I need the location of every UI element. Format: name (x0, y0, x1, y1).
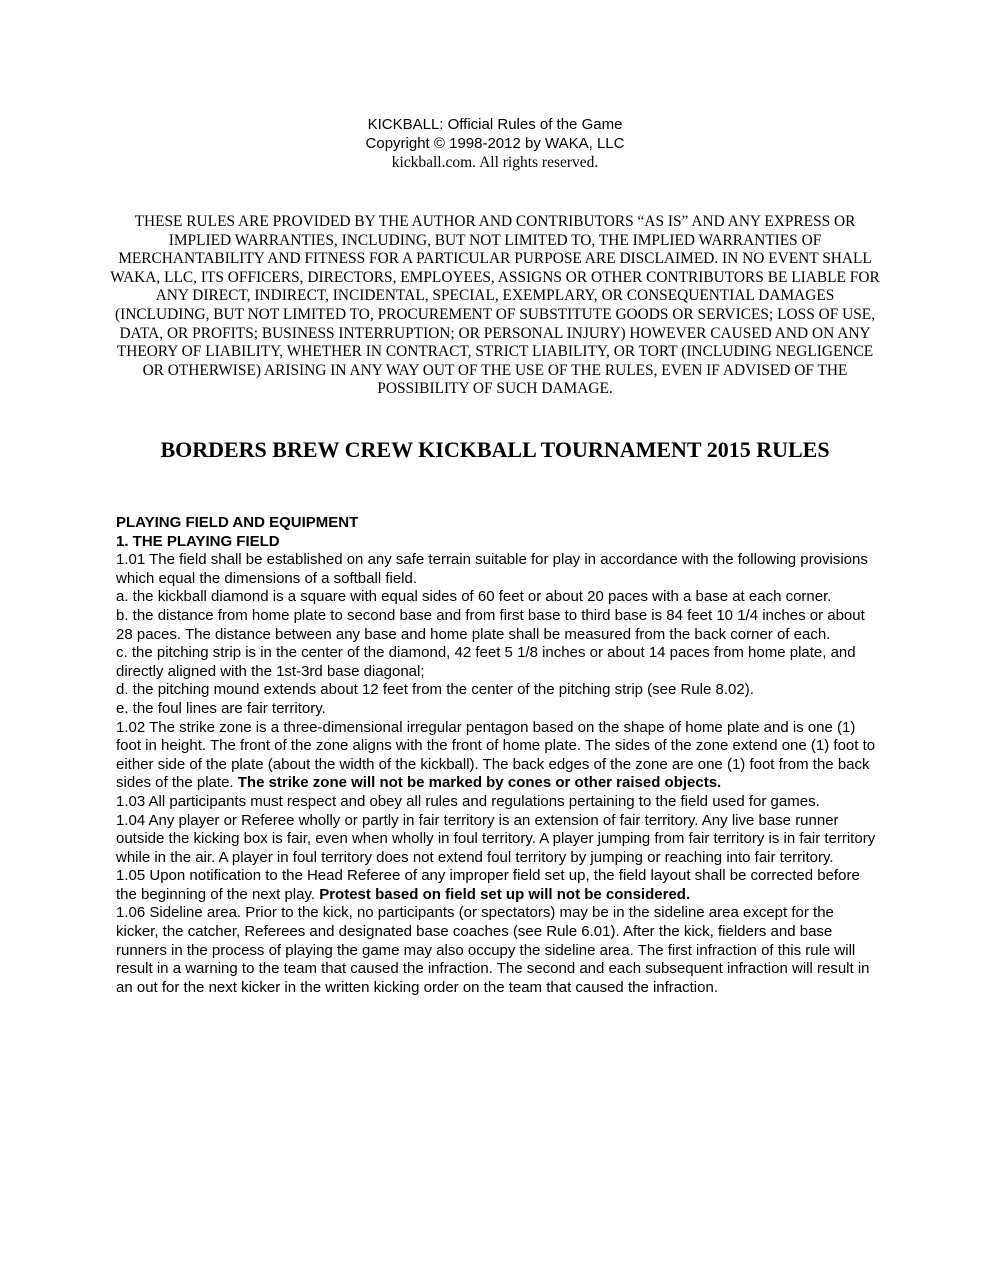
rule-1-02 (116, 719, 876, 793)
document-title: BORDERS BREW CREW KICKBALL TOURNAMENT 2015 RULES (160, 437, 830, 462)
section-heading: PLAYING FIELD AND EQUIPMENT (116, 514, 359, 531)
rule-1-05 (116, 867, 876, 904)
rule-1-04: 1.04 Any player or Referee wholly or partly in fair territory is an extension of fair territory. Any live base runner outside the kicking box is fair, even when wholly in foul territory. A player jumping from fair territory is in fair territory while in the air. A player in foul territory does not extend foul territory by jumping or reaching into fair territory. (116, 811, 876, 866)
rule-1-06: 1.06 Sideline area. Prior to the kick, no participants (or spectators) may be in the sideline area except for the kicker, the catcher, Referees and designated base coaches (see Rule 6.01). After the kick, fielders and base runners in the process of playing the game may also occupy the sideline area. The first infraction of this rule will result in a warning to the team that caused the infraction. The second and each subsequent infraction will result in an out for the next kicker in the written kicking order on the team that caused the infraction. (116, 904, 870, 996)
header-rights: kickball.com. All rights reserved. (391, 154, 599, 171)
rule-1-02-text: 1.02 The strike zone is a three-dimensional irregular pentagon based on the shape of home plate and is one (1) foot in height. The front of the zone aligns with the front of home plate. The sides of the zone extend one (1) foot to either side of the plate (about the width of the kickball). The back edges of the zone are one (1) foot from the back sides of the plate. (116, 718, 876, 792)
rule-1-02-emphasis: The strike zone will not be marked by cones or other raised objects. (237, 774, 722, 792)
rules-body (116, 514, 876, 997)
subsection-heading: 1. THE PLAYING FIELD (116, 532, 280, 550)
copyright-header (0, 115, 990, 172)
rule-1-05-emphasis: Protest based on field set up will not be considered. (319, 885, 691, 903)
rule-1-01-b: b. the distance from home plate to second base and from first base to third base is 84 feet 10 1/4 inches or about 28 paces. The distance between any base and home plate shall be measured from the back corner of each. (116, 606, 865, 643)
rule-1-01-e: e. the foul lines are fair territory. (116, 699, 326, 717)
rule-1-01-c: c. the pitching strip is in the center of the diamond, 42 feet 5 1/8 inches or about 14 paces from home plate, and directly aligned with the 1st-3rd base diagonal; (116, 644, 856, 680)
rule-1-01-a: a. the kickball diamond is a square with equal sides of 60 feet or about 20 paces with a base at each corner. (116, 588, 832, 606)
rule-1-03: 1.03 All participants must respect and obey all rules and regulations pertaining to the field used for games. (116, 792, 820, 810)
header-title: KICKBALL: Official Rules of the Game (367, 116, 623, 133)
rule-1-01-d: d. the pitching mound extends about 12 feet from the center of the pitching strip (see Rule 8.02). (116, 681, 754, 699)
rule-1-01: 1.01 The field shall be established on any safe terrain suitable for play in accordance with the following provisions which equal the dimensions of a softball field. (116, 551, 868, 587)
warranty-disclaimer: THESE RULES ARE PROVIDED BY THE AUTHOR AND CONTRIBUTORS “AS IS” AND ANY EXPRESS OR IMPLIED WARRANTIES, INCLUDING, BUT NOT LIMITED TO, THE IMPLIED WARRANTIES OF MERCHANTABILITY AND FITNESS FOR A PARTICULAR PURPOSE ARE DISCLAIMED. IN NO EVENT SHALL WAKA, LLC, ITS OFFICERS, DIRECTORS, EMPLOYEES, ASSIGNS OR OTHER CONTRIBUTORS BE LIABLE FOR ANY DIRECT, INDIRECT, INCIDENTAL, SPECIAL, EXEMPLARY, OR CONSEQUENTIAL DAMAGES (INCLUDING, BUT NOT LIMITED TO, PROCUREMENT OF SUBSTITUTE GOODS OR SERVICES; LOSS OF USE, DATA, OR PROFITS; BUSINESS INTERRUPTION; OR PERSONAL INJURY) HOWEVER CAUSED AND ON ANY THEORY OF LIABILITY, WHETHER IN CONTRACT, STRICT LIABILITY, OR TORT (INCLUDING NEGLIGENCE OR OTHERWISE) ARISING IN ANY WAY OUT OF THE USE OF THE RULES, EVEN IF ADVISED OF THE POSSIBILITY OF SUCH DAMAGE. (110, 213, 880, 398)
header-copyright: Copyright © 1998-2012 by WAKA, LLC (365, 135, 625, 152)
rule-1-05-text: 1.05 Upon notification to the Head Referee of any improper field set up, the field layout shall be corrected before the beginning of the next play. (116, 867, 860, 903)
